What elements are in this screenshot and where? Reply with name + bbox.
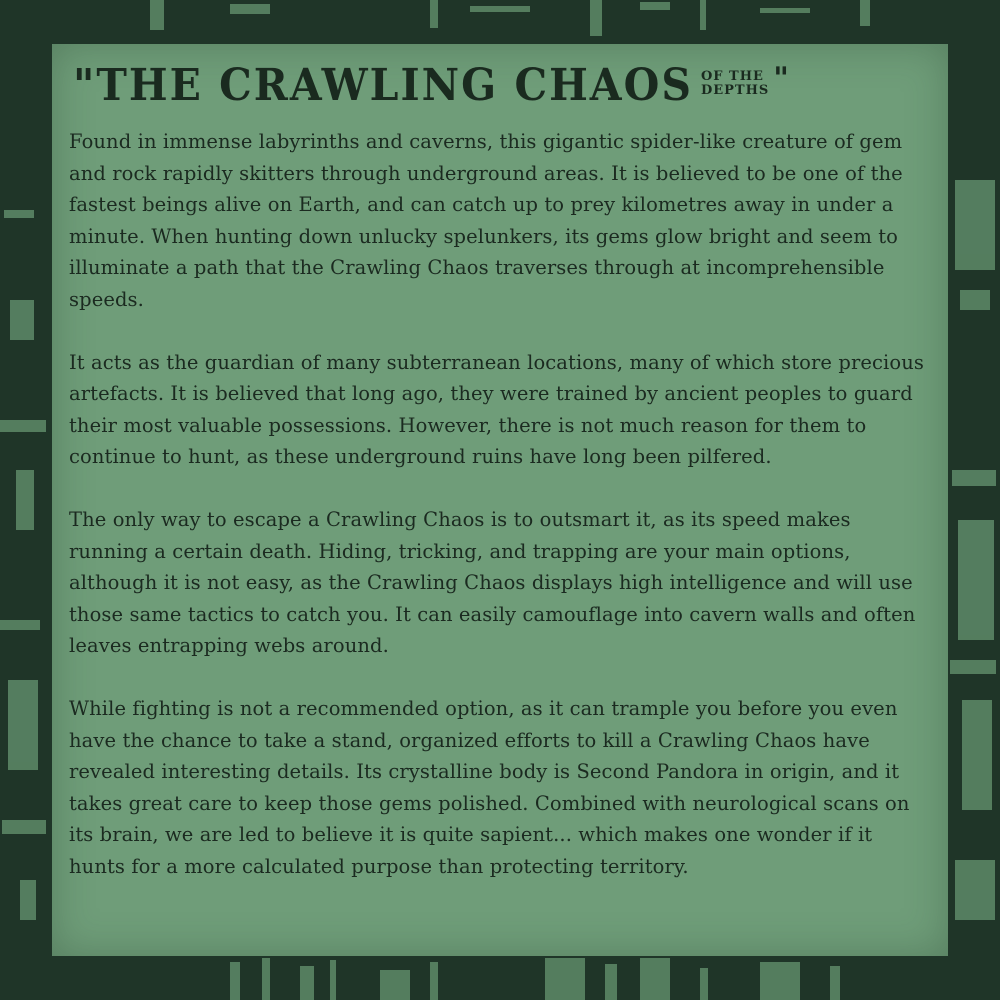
paragraph-habitat: Found in immense labyrinths and caverns, this gigantic spider-like creature of gem and rock rapidly skitters through underground areas. It is believed to be one of the fastest beings alive on Earth, and can catch up to prey kilometres away in under a minute. When hunting down unlucky spelunkers, its gems glow bright and seem to illuminate a path that the Crawling Chaos traverses through at incomprehensible speeds. [69, 130, 903, 311]
title-text: THE CRAWLING CHAOS [96, 59, 693, 111]
title-close-quote: " [773, 61, 789, 96]
paragraph-escape: The only way to escape a Crawling Chaos is to outsmart it, as its speed makes running a certain death. Hiding, tricking, and trapping are your main options, although it is not easy, as the Crawling Chaos displays high intelligence and will use those same tactics to catch you. It can easily camouflage into cavern walls and often leaves entrapping webs around. [69, 508, 916, 657]
title [73, 58, 932, 126]
paragraph-guardian: It acts as the guardian of many subterranean locations, many of which store precious artefacts. It is believed that long ago, they were trained by ancient peoples to guard their most valuable possessions. However, there is not much reason for them to continue to hunt, as these underground ruins have long been pilfered. [69, 350, 924, 468]
paragraph-fighting: While fighting is not a recommended option, as it can trample you before you even have the chance to take a stand, organized efforts to kill a Crawling Chaos have revealed interesting details. Its crystalline body is Second Pandora in origin, and it takes great care to keep those gems polished. Combined with neurological scans on its brain, we are led to believe it is quite sapient... which makes one wonder if it hunts for a more calculated purpose than protecting territory. [69, 697, 910, 878]
title-subtitle-line1: OF THE [700, 69, 764, 84]
title-main [73, 58, 693, 112]
description-card [52, 44, 948, 956]
title-open-quote: " [73, 59, 97, 111]
title-subtitle-line2: DEPTHS [700, 83, 770, 98]
title-subtitle [701, 70, 769, 98]
